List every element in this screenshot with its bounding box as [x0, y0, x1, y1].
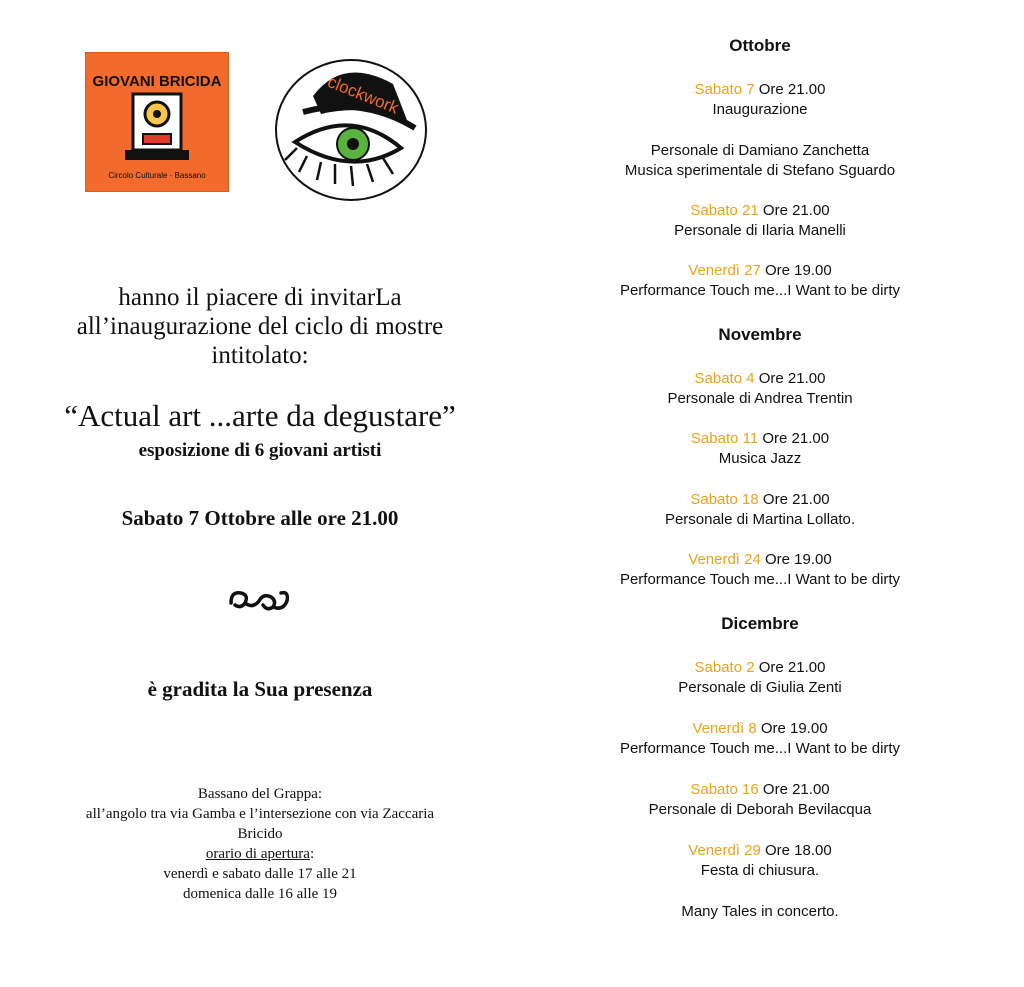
event-day: Sabato 18: [690, 491, 759, 508]
event-day: Venerdì 8: [692, 720, 757, 737]
event-day: Sabato 16: [690, 781, 759, 798]
logo-left-text-top: GIOVANI BRICIDA: [92, 73, 222, 90]
event-day: Venerdì 27: [688, 262, 761, 279]
event-day: Sabato 21: [690, 202, 759, 219]
address-block: [0, 784, 520, 904]
address-line-3: Bricido: [237, 826, 283, 842]
closing-note: Many Tales in concerto.: [681, 903, 839, 920]
event-day: Sabato 11: [690, 430, 759, 447]
logo-right-text: clockwork: [324, 72, 402, 118]
event-item: [520, 658, 1000, 698]
hours-label: orario di apertura: [205, 846, 310, 862]
event-heading: [520, 490, 1000, 510]
event-item: [520, 80, 1000, 120]
invitation-text: [0, 283, 520, 370]
event-time: Ore 21.00: [758, 491, 830, 508]
event-desc: Inaugurazione: [712, 101, 808, 118]
event-item: [520, 490, 1000, 530]
invite-line-3: intitolato:: [211, 342, 309, 369]
month-dicembre: Dicembre: [721, 614, 799, 633]
event-heading: [520, 658, 1000, 678]
hours-heading: [0, 844, 520, 864]
event-desc: Musica Jazz: [718, 450, 802, 467]
giovani-bricida-logo: [85, 52, 229, 192]
event-item: [520, 780, 1000, 820]
presence-note: è gradita la Sua presenza: [147, 677, 373, 701]
hours-line-1: venerdì e sabato dalle 17 alle 21: [163, 866, 357, 882]
invite-line-1: hanno il piacere di invitarLa: [118, 284, 402, 311]
event-desc: Musica sperimentale di Stefano Sguardo: [624, 162, 896, 179]
event-desc: Personale di Deborah Bevilacqua: [648, 801, 872, 818]
event-item: [520, 261, 1000, 301]
event-heading: [520, 719, 1000, 739]
event-day: Sabato 7: [694, 81, 755, 98]
event-item: [520, 201, 1000, 241]
event-desc: Performance Touch me...I Want to be dirty: [619, 571, 901, 588]
event-time: Ore 21.00: [758, 430, 830, 447]
event-heading: [520, 550, 1000, 570]
event-desc: Personale di Giulia Zenti: [678, 679, 842, 696]
event-heading: [520, 80, 1000, 100]
event-day: Venerdì 29: [688, 842, 761, 859]
logo-left-text-bottom: Circolo Culturale · Bassano: [108, 171, 206, 180]
schedule-panel: [520, 0, 1000, 987]
event-desc: Personale di Ilaria Manelli: [674, 222, 846, 239]
event-desc: Festa di chiusura.: [700, 862, 820, 879]
event-day: Sabato 4: [694, 370, 755, 387]
event-day: Sabato 2: [694, 659, 755, 676]
event-heading: [520, 201, 1000, 221]
event-item: [520, 369, 1000, 409]
event-desc: Personale di Andrea Trentin: [667, 390, 853, 407]
address-line-2: all’angolo tra via Gamba e l’intersezione con via Zaccaria: [85, 806, 435, 822]
clockwork-logo: [273, 56, 429, 202]
event-day: Venerdì 24: [688, 551, 761, 568]
event-item: [520, 550, 1000, 590]
event-time: Ore 21.00: [754, 659, 826, 676]
event-desc: Personale di Martina Lollato.: [664, 511, 856, 528]
event-time: Ore 21.00: [758, 781, 830, 798]
month-novembre: Novembre: [718, 325, 802, 344]
event-heading: [520, 261, 1000, 281]
event-desc: Performance Touch me...I Want to be dirty: [619, 282, 901, 299]
address-line-1: Bassano del Grappa:: [197, 786, 323, 802]
event-time: Ore 21.00: [754, 81, 826, 98]
opening-date: Sabato 7 Ottobre alle ore 21.00: [121, 506, 399, 530]
ornament-divider-icon: [0, 585, 520, 621]
event-heading: [520, 429, 1000, 449]
event-item: [520, 841, 1000, 881]
event-heading: [520, 369, 1000, 389]
event-desc: Performance Touch me...I Want to be dirty: [619, 740, 901, 757]
event-item: [520, 719, 1000, 759]
event-time: Ore 19.00: [760, 262, 832, 279]
exhibition-subtitle: esposizione di 6 giovani artisti: [138, 440, 382, 461]
event-heading: [520, 841, 1000, 861]
invite-line-2: all’inaugurazione del ciclo di mostre: [76, 313, 444, 340]
event-item: [520, 429, 1000, 469]
hours-colon: :: [309, 846, 315, 862]
hours-line-2: domenica dalle 16 alle 19: [182, 886, 338, 902]
event-desc: Personale di Damiano Zanchetta: [650, 142, 870, 159]
event-item: [520, 141, 1000, 181]
event-time: Ore 21.00: [758, 202, 830, 219]
event-time: Ore 19.00: [756, 720, 828, 737]
event-time: Ore 18.00: [760, 842, 832, 859]
month-ottobre: Ottobre: [729, 36, 791, 55]
event-time: Ore 21.00: [754, 370, 826, 387]
exhibition-title: “Actual art ...arte da degustare”: [64, 398, 456, 433]
event-heading: [520, 780, 1000, 800]
event-time: Ore 19.00: [760, 551, 832, 568]
